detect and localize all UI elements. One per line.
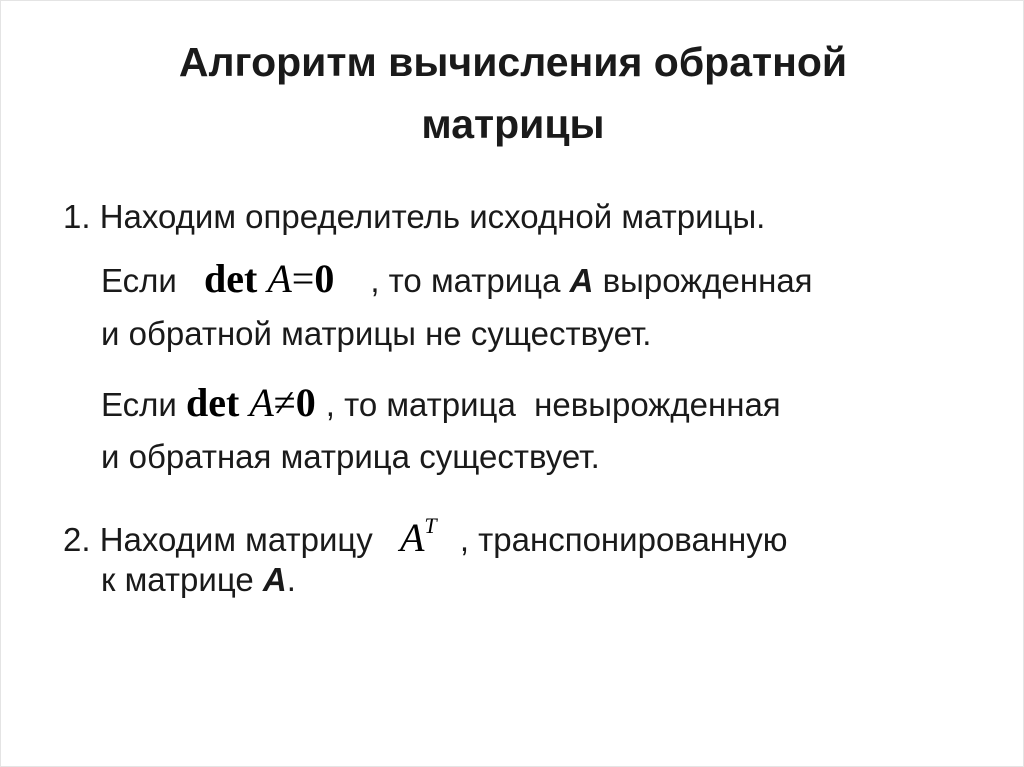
case-nonsingular-prefix: Если bbox=[101, 386, 177, 423]
case-singular-matrix-a: A bbox=[569, 262, 594, 299]
step-2-prefix: 2. Находим матрицу bbox=[63, 521, 373, 558]
step-2-suffix: , транспонированную bbox=[459, 521, 788, 558]
case-singular-line-1 bbox=[101, 256, 813, 301]
formula-transpose: $A^T$ bbox=[399, 513, 437, 560]
title-line-2: матрицы bbox=[421, 101, 605, 147]
slide-title bbox=[61, 31, 965, 155]
title-line-1: Алгоритм вычисления обратной bbox=[178, 39, 848, 85]
formula-det-equals-zero: det A=0 bbox=[204, 256, 335, 301]
formula-det-not-zero: det A≠0 bbox=[186, 380, 316, 425]
step-2-period: . bbox=[286, 561, 296, 598]
case-nonsingular-line-2: и обратная матрица существует. bbox=[101, 438, 600, 475]
step-2-line-2 bbox=[101, 560, 296, 600]
case-singular-line-2: и обратной матрицы не существует. bbox=[101, 315, 652, 352]
step-1-text: 1. Находим определитель исходной матрицы. bbox=[63, 198, 766, 235]
case-singular-mid: , то матрица bbox=[370, 262, 561, 299]
step-2-matrix-a: A bbox=[262, 561, 287, 598]
case-singular-prefix: Если bbox=[101, 262, 177, 299]
step-2-line-1 bbox=[63, 506, 788, 560]
case-nonsingular-line-1 bbox=[101, 380, 781, 425]
step-2-line-2-prefix: к матрице bbox=[101, 561, 254, 598]
case-singular-suffix: вырожденная bbox=[602, 262, 813, 299]
case-nonsingular-suffix: , то матрица невырожденная bbox=[325, 386, 781, 423]
